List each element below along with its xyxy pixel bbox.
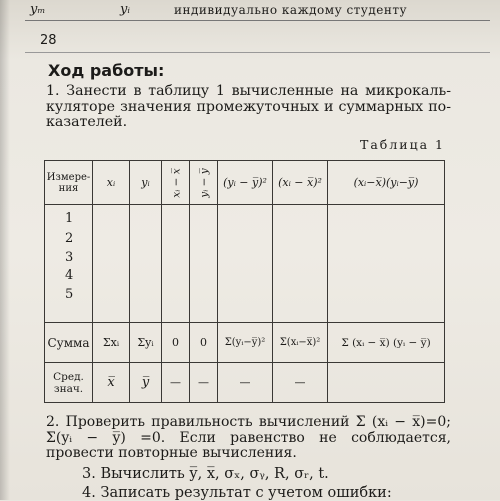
measurement-number: 3 xyxy=(65,250,74,265)
mean-label: Сред. знач. xyxy=(45,363,93,403)
measurement-number: 1 xyxy=(65,211,74,226)
mean-sq-x: — xyxy=(273,363,328,403)
data-table xyxy=(44,160,445,403)
sum-sq-x: Σ(xᵢ−x̅)² xyxy=(273,323,328,363)
header-measurement: Измере-ния xyxy=(45,161,93,205)
sum-dy: 0 xyxy=(190,323,218,363)
mean-yi: y̅ xyxy=(130,363,162,403)
sum-sq-y: Σ(yᵢ−y̅)² xyxy=(218,323,273,363)
table-cell xyxy=(130,205,162,323)
mean-dx: — xyxy=(162,363,190,403)
header-sq-y: (yᵢ − y̅)² xyxy=(218,161,273,205)
step-1-paragraph: 1. Занести в таблицу 1 вычисленные на микрокаль-куляторе значения промежуточных и суммарных по-казателей. xyxy=(46,83,451,130)
table-cell xyxy=(162,205,190,323)
table-cell xyxy=(93,205,130,323)
mean-sq-y: — xyxy=(218,363,273,403)
mean-product xyxy=(328,363,445,403)
sum-row xyxy=(45,323,445,363)
divider-line xyxy=(25,20,490,21)
header-yi-minus-ybar-text: yᵢ − y̅ xyxy=(198,168,211,198)
measurement-number: 4 xyxy=(65,268,74,283)
table-cell xyxy=(218,205,273,323)
mean-xi: x̅ xyxy=(93,363,130,403)
table-cell xyxy=(273,205,328,323)
step-4-line: 4. Записать результат с учетом ошибки: xyxy=(82,485,392,501)
measurement-number: 2 xyxy=(65,231,74,246)
header-xi-minus-xbar xyxy=(162,161,190,205)
measurement-number: 5 xyxy=(65,287,74,302)
sum-xi: Σxᵢ xyxy=(93,323,130,363)
mean-row xyxy=(45,363,445,403)
table-cell xyxy=(328,205,445,323)
header-xi: xᵢ xyxy=(93,161,130,205)
header-col2: yᵢ xyxy=(120,2,130,17)
sum-yi: Σyᵢ xyxy=(130,323,162,363)
page-number: 28 xyxy=(40,33,57,48)
table-row xyxy=(45,205,445,323)
sum-label: Сумма xyxy=(45,323,93,363)
header-xi-minus-xbar-text: xᵢ − x̅ xyxy=(170,168,183,198)
mean-dy: — xyxy=(190,363,218,403)
header-col3: индивидуально каждому студенту xyxy=(174,3,408,17)
page-gutter-shadow xyxy=(0,0,10,500)
measurement-numbers-cell xyxy=(45,205,93,323)
step-3-line: 3. Вычислить y̅, x̅, σₓ, σᵧ, R, σᵣ, t. xyxy=(82,466,329,482)
header-product: (xᵢ−x̅)(yᵢ−y̅) xyxy=(328,161,445,205)
sum-product: Σ (xᵢ − x̅) (yᵢ − y̅) xyxy=(328,323,445,363)
section-heading: Ход работы: xyxy=(48,61,165,80)
header-yi: yᵢ xyxy=(130,161,162,205)
header-sq-x: (xᵢ − x̅)² xyxy=(273,161,328,205)
header-yi-minus-ybar xyxy=(190,161,218,205)
previous-table-bottom-row xyxy=(0,0,500,22)
step-2-paragraph: 2. Проверить правильность вычислений Σ (xᵢ − x̅)=0; Σ(yᵢ − y̅) =0. Если равенство не соблюдается, провести повторные вычисления. xyxy=(46,414,451,461)
header-col1: уₘ xyxy=(30,2,46,17)
table-caption: Таблица 1 xyxy=(360,137,446,152)
table-header-row xyxy=(45,161,445,205)
table-cell xyxy=(190,205,218,323)
divider-line xyxy=(25,52,490,53)
sum-dx: 0 xyxy=(162,323,190,363)
